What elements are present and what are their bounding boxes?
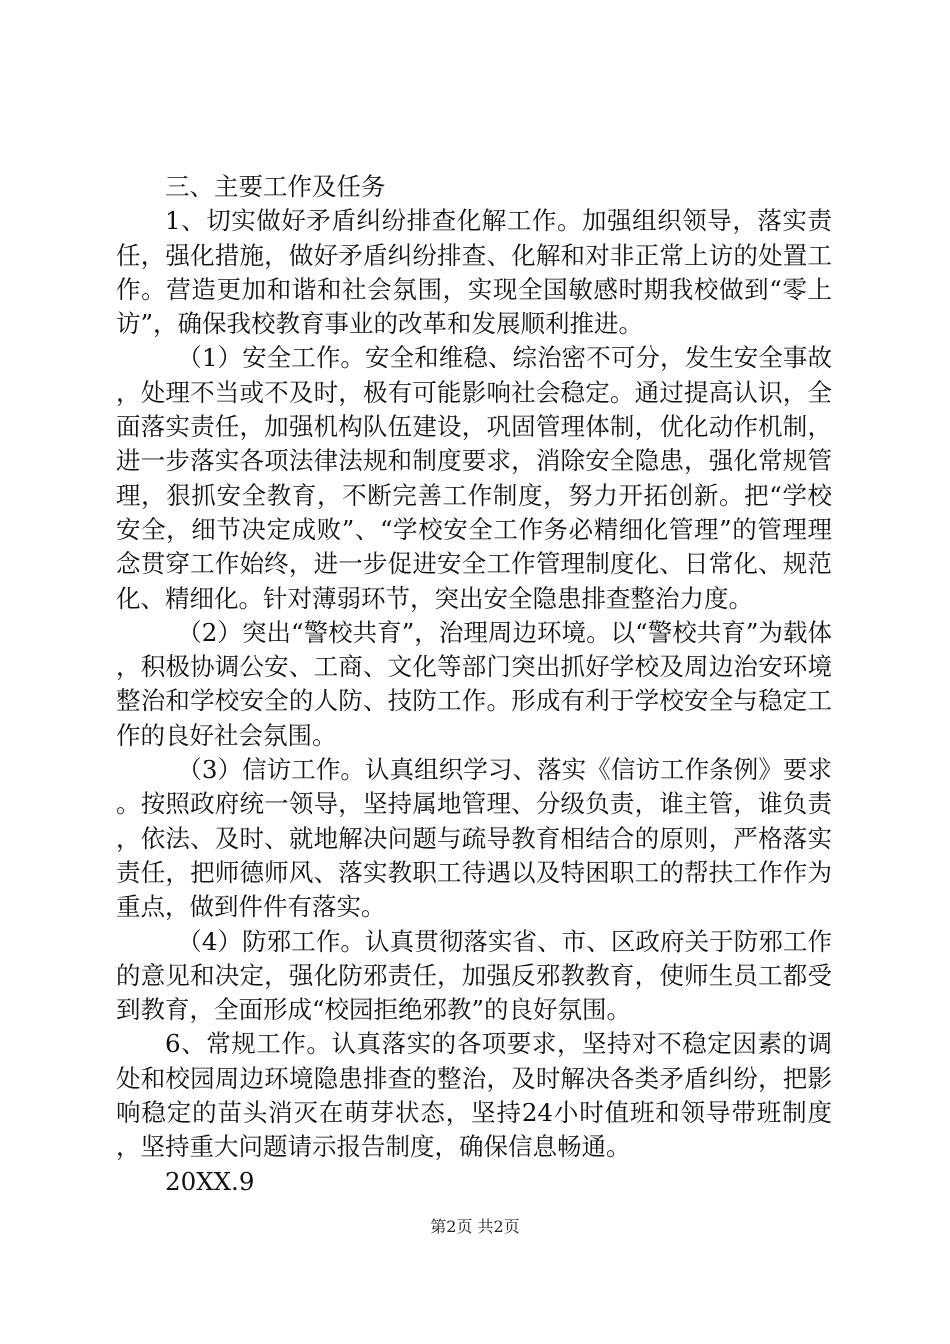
section-heading: 三、主要工作及任务	[165, 172, 386, 201]
paragraph-item-6: 6、常规工作。认真落实的各项要求，坚持对不稳定因素的调处和校园周边环境隐患排查的整治，及时解决各类矛盾纠纷，把影响稳定的苗头消灭在萌芽状态，坚持24小时值班和领导带班制度，坚持重大问题请示报告制度，确保信息畅通。	[116, 1029, 832, 1162]
paragraph-sub-item-3: （3）信访工作。认真组织学习、落实《信访工作条例》要求。按照政府统一领导，坚持属地管理、分级负责，谁主管，谁负责，依法、及时、就地解决问题与疏导教育相结合的原则，严格落实责任，把师德师风、落实教职工待遇以及特困职工的帮扶工作作为重点，做到件件有落实。	[116, 755, 832, 922]
document-body	[116, 170, 832, 1199]
paragraph-sub-item-4: （4）防邪工作。认真贯彻落实省、市、区政府关于防邪工作的意见和决定，强化防邪责任，加强反邪教教育，使师生员工都受到教育，全面形成“校园拒绝邪教”的良好氛围。	[116, 926, 832, 1025]
document-date: 20XX.9	[165, 1166, 255, 1196]
paragraph-item-1: 1、切实做好矛盾纠纷排查化解工作。加强组织领导，落实责任，强化措施，做好矛盾纠纷排查、化解和对非正常上访的处置工作。营造更加和谐和社会氛围，实现全国敏感时期我校做到“零上访”，确保我校教育事业的改革和发展顺利推进。	[116, 206, 832, 339]
paragraph-sub-item-2: （2）突出“警校共育”，治理周边环境。以“警校共育”为载体，积极协调公安、工商、文化等部门突出抓好学校及周边治安环境整治和学校安全的人防、技防工作。形成有利于学校安全与稳定工作的良好社会氛围。	[116, 617, 832, 750]
paragraph-sub-item-1: （1）安全工作。安全和维稳、综治密不可分，发生安全事故，处理不当或不及时，极有可能影响社会稳定。通过提高认识，全面落实责任，加强机构队伍建设，巩固管理体制，优化动作机制，进一步落实各项法律法规和制度要求，消除安全隐患，强化常规管理，狠抓安全教育，不断完善工作制度，努力开拓创新。把“学校安全，细节决定成败”、“学校安全工作务必精细化管理”的管理理念贯穿工作始终，进一步促进安全工作管理制度化、日常化、规范化、精细化。针对薄弱环节，突出安全隐患排查整治力度。	[116, 343, 832, 613]
page-number-footer: 第2页 共2页	[430, 1217, 520, 1236]
